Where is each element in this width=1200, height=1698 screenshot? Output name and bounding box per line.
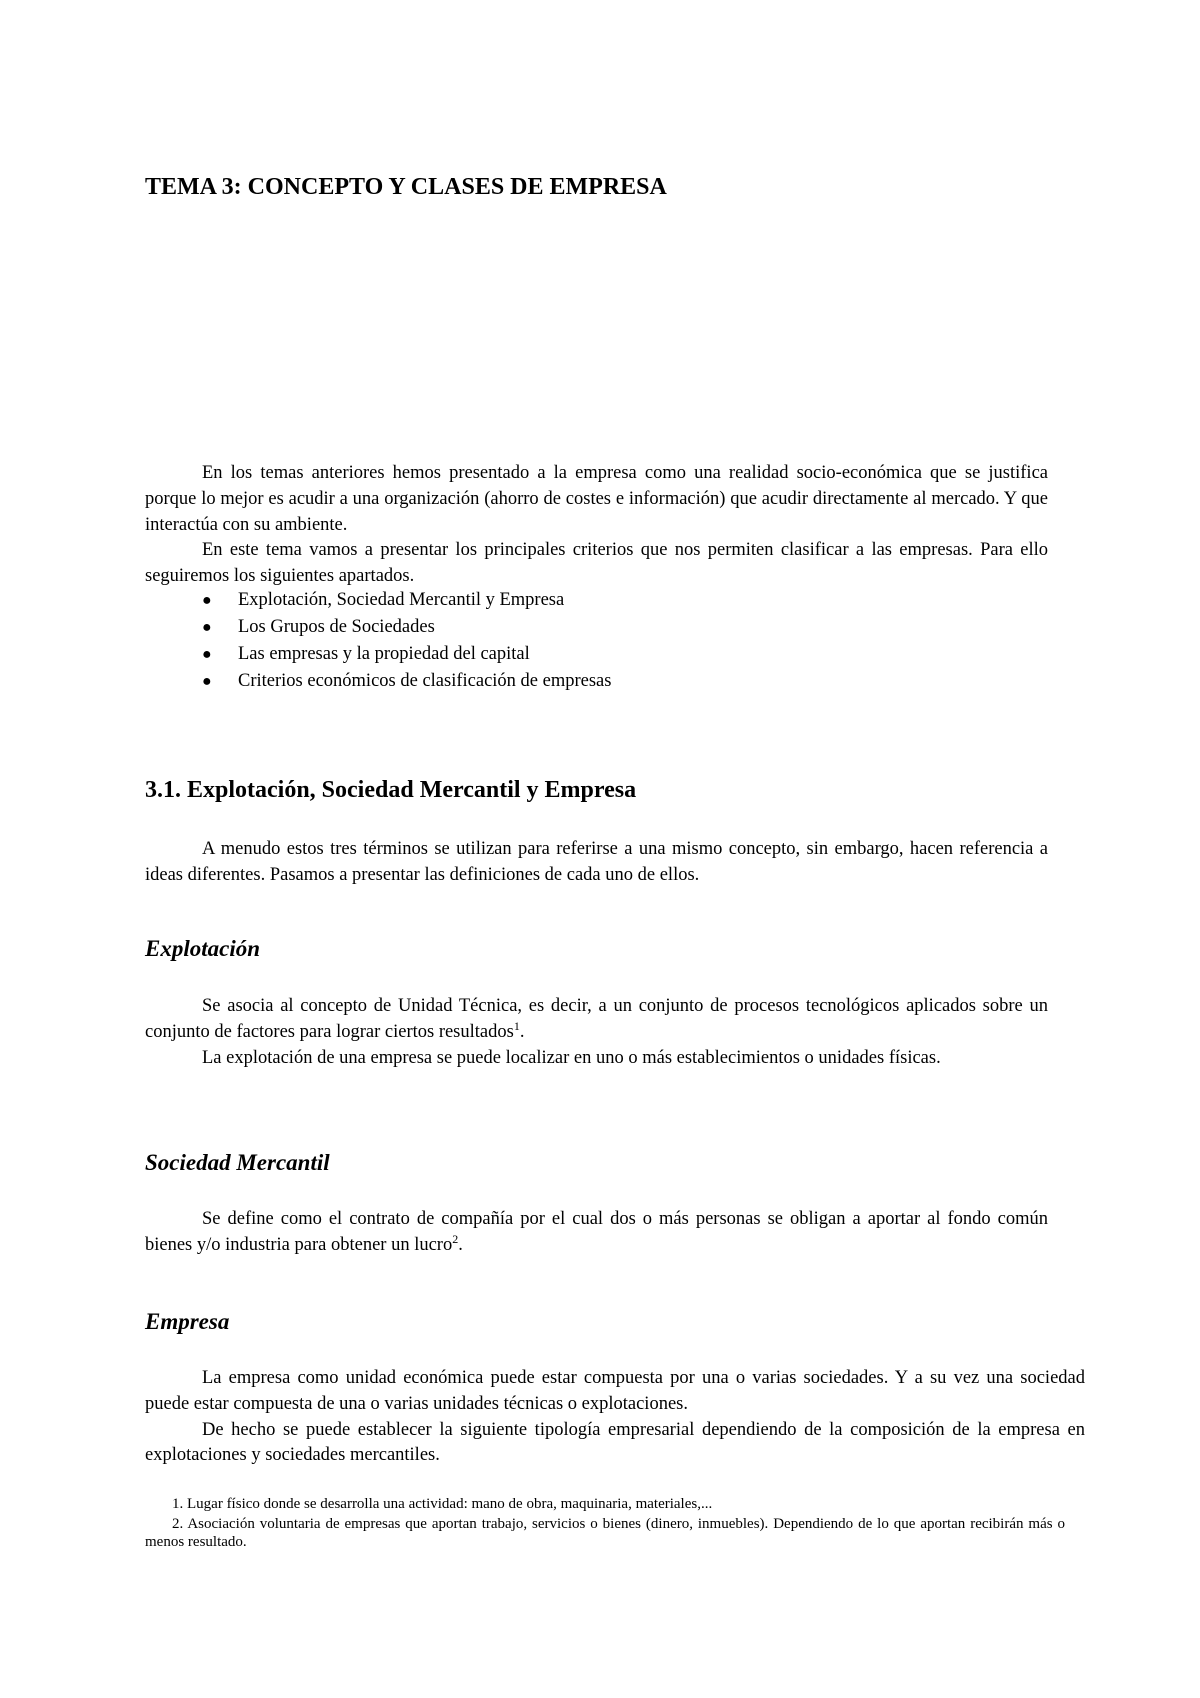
explotacion-paragraph-2: La explotación de una empresa se puede localizar en uno o más establecimientos o unidades físicas.	[202, 1047, 941, 1068]
sociedad-mercantil-paragraph-end: .	[458, 1234, 463, 1255]
list-item	[145, 641, 611, 668]
empresa-body	[145, 1366, 1085, 1469]
list-item	[145, 668, 611, 695]
explotacion-paragraph-1	[145, 994, 1048, 1046]
list-item-label: Criterios económicos de clasificación de empresas	[238, 671, 612, 691]
footnote-ref-2: 2	[452, 1231, 459, 1246]
list-item-label: Las empresas y la propiedad del capital	[238, 644, 530, 664]
footnote-2: 2. Asociación voluntaria de empresas que aportan trabajo, servicios o bienes (dinero, inmuebles). Dependiendo de lo que aportan recibirán más o menos resultado.	[145, 1516, 1065, 1550]
empresa-paragraph-2: De hecho se puede establecer la siguiente tipología empresarial dependiendo de la composición de la empresa en explotaciones y sociedades mercantiles.	[145, 1419, 1085, 1466]
section-3-1-paragraph: A menudo estos tres términos se utilizan para referirse a una mismo concepto, sin embargo, hacen referencia a ideas diferentes. Pasamos a presentar las definiciones de cada uno de ellos.	[145, 839, 1048, 885]
explotacion-paragraph-1-text: Se asocia al concepto de Unidad Técnica, es decir, a un conjunto de procesos tecnológicos aplicados sobre un conjunto de factores para lograr ciertos resultados	[145, 996, 1048, 1042]
explotacion-paragraph-1-end: .	[519, 1021, 525, 1042]
sociedad-mercantil-body	[145, 1207, 1048, 1259]
bullet-icon: ●	[202, 619, 212, 636]
footnotes	[145, 1495, 1065, 1553]
empresa-paragraph-1: La empresa como unidad económica puede estar compuesta por una o varias sociedades. Y a su vez una sociedad puede estar compuesta de una o varias unidades técnicas o explotaciones.	[145, 1368, 1085, 1414]
intro-paragraph-1: En los temas anteriores hemos presentado a la empresa como una realidad socio-económica que se justifica porque lo mejor es acudir a una organización (ahorro de costes e información) que acudir directamente al mercado. Y que interactúa con su ambiente.	[145, 463, 1048, 535]
footnote-ref-1: 1	[513, 1018, 520, 1033]
list-item-label: Explotación, Sociedad Mercantil y Empresa	[238, 590, 565, 610]
list-item	[145, 587, 611, 614]
sociedad-mercantil-heading: Sociedad Mercantil	[145, 1150, 330, 1175]
intro-paragraph-2: En este tema vamos a presentar los principales criterios que nos permiten clasificar a las empresas. Para ello seguiremos los siguientes apartados.	[145, 540, 1048, 587]
bullet-icon: ●	[202, 673, 212, 690]
empresa-heading: Empresa	[145, 1309, 230, 1334]
topics-list	[145, 587, 611, 695]
section-3-1-body	[145, 837, 1048, 889]
footnote-1: 1. Lugar físico donde se desarrolla una actividad: mano de obra, maquinaria, materiales,...	[172, 1496, 713, 1512]
bullet-icon: ●	[202, 646, 212, 663]
bullet-icon: ●	[202, 592, 212, 609]
explotacion-heading: Explotación	[145, 936, 261, 961]
page-title: TEMA 3: CONCEPTO Y CLASES DE EMPRESA	[145, 174, 667, 200]
intro-section	[145, 461, 1048, 590]
sociedad-mercantil-paragraph	[145, 1207, 1048, 1259]
explotacion-body	[145, 994, 1048, 1071]
list-item	[145, 614, 611, 641]
sociedad-mercantil-paragraph-text: Se define como el contrato de compañía por el cual dos o más personas se obligan a aportar al fondo común bienes y/o industria para obtener un lucro	[145, 1209, 1048, 1255]
section-3-1-heading: 3.1. Explotación, Sociedad Mercantil y Empresa	[145, 777, 637, 803]
list-item-label: Los Grupos de Sociedades	[238, 617, 435, 637]
